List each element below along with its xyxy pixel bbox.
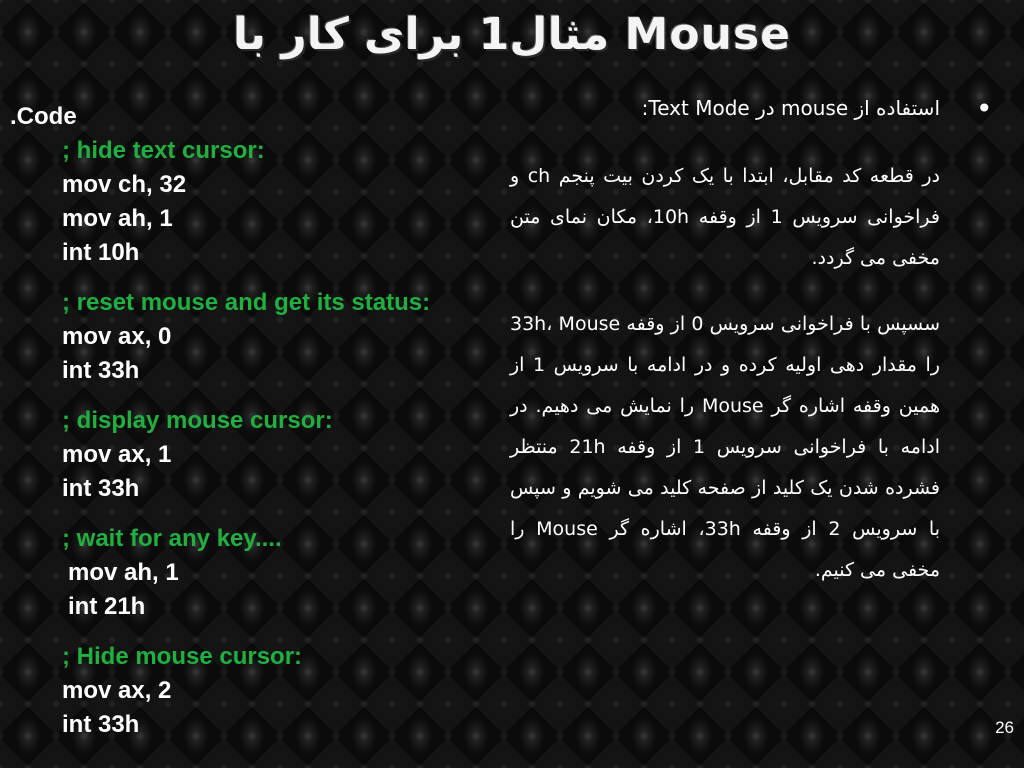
bullet-heading: استفاده از mouse در Text Mode: bbox=[641, 96, 940, 120]
code-line: int 10h bbox=[62, 239, 140, 266]
slide-title: مثال1 برای کار با Mouse bbox=[233, 9, 791, 60]
code-comment: ; hide text cursor: bbox=[62, 137, 265, 164]
code-comment: ; display mouse cursor: bbox=[62, 407, 333, 434]
code-line: mov ah, 1 bbox=[62, 205, 173, 232]
code-line: mov ax, 0 bbox=[62, 323, 172, 350]
page-number: 26 bbox=[995, 718, 1014, 737]
code-header: .Code bbox=[10, 103, 77, 130]
code-comment: ; reset mouse and get its status: bbox=[62, 289, 431, 316]
bullet-icon: • bbox=[976, 92, 993, 125]
code-line: mov ch, 32 bbox=[62, 171, 187, 198]
code-listing bbox=[10, 100, 510, 750]
code-line: int 33h bbox=[62, 711, 140, 738]
description-paragraph-1: در قطعه کد مقابل، ابتدا با یک کردن بیت پنجم ch و فراخوانی سرویس 1 از وقفه 10h، مکان نمای متن مخفی می گردد. bbox=[510, 165, 940, 269]
code-line: int 33h bbox=[62, 357, 140, 384]
code-comment: ; wait for any key.... bbox=[62, 525, 282, 552]
code-line: mov ax, 2 bbox=[62, 677, 172, 704]
code-line: mov ax, 1 bbox=[62, 441, 172, 468]
code-line: int 33h bbox=[62, 475, 140, 502]
code-line: mov ah, 1 bbox=[68, 559, 179, 586]
description-paragraph-2: سسپس با فراخوانی سرویس 0 از وقفه 33h، Mouse را مقدار دهی اولیه کرده و در ادامه با سرویس 1 از همین وقفه اشاره گر Mouse را نمایش می دهیم. در ادامه با فراخوانی سرویس 1 از وقفه 21h منتظر فشرده شدن یک کلید از صفحه کلید می شویم و سپس با سرویس 2 از وقفه 33h، اشاره گر Mouse را مخفی می کنیم. bbox=[510, 313, 941, 581]
code-line: int 21h bbox=[68, 593, 146, 620]
code-comment: ; Hide mouse cursor: bbox=[62, 643, 303, 670]
